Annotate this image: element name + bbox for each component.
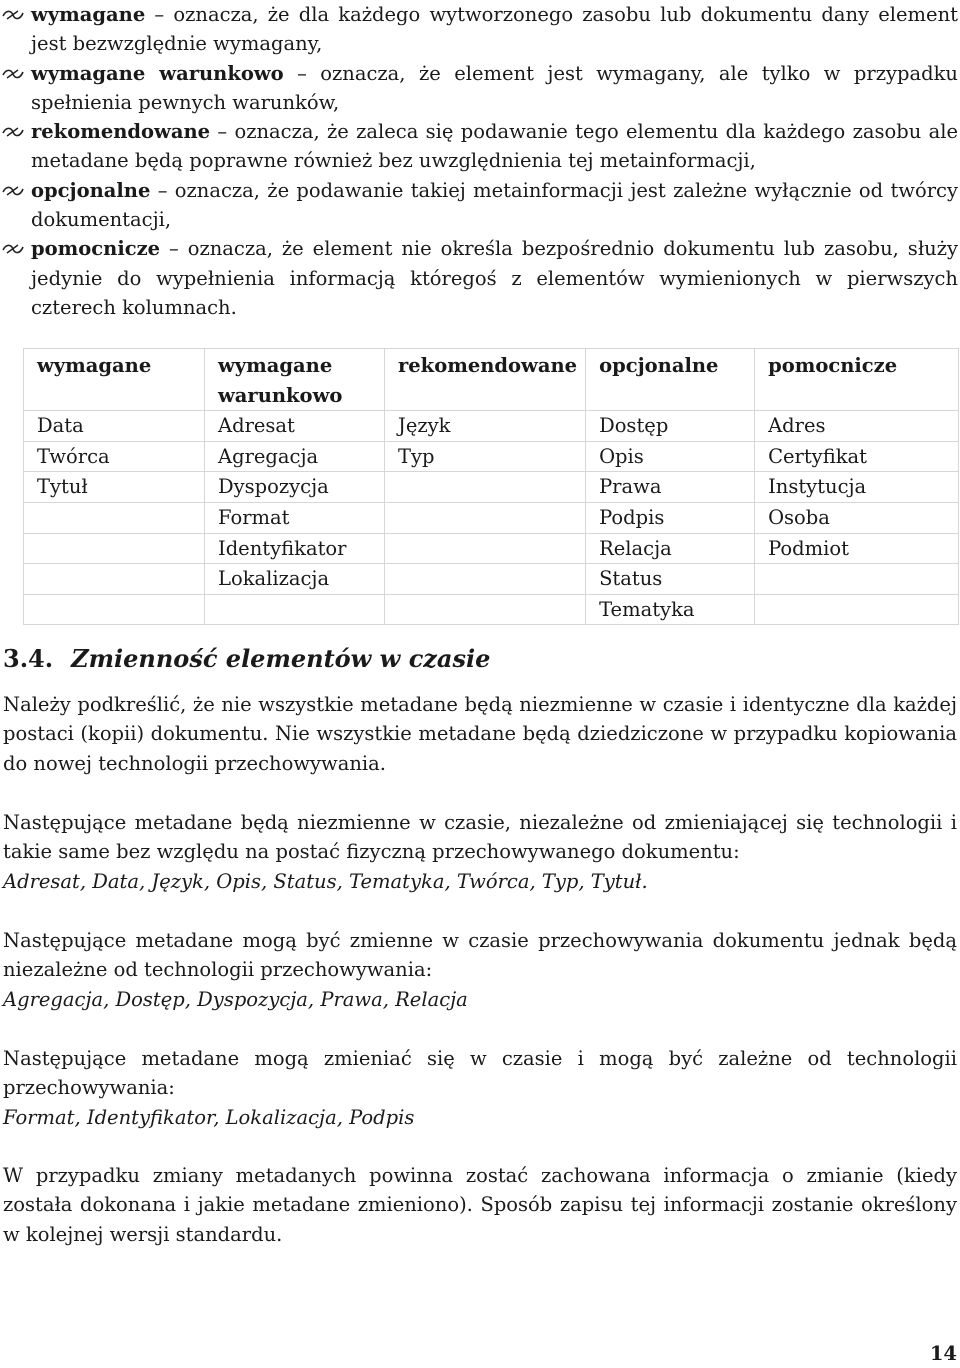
paragraph-text: Następujące metadane mogą być zmienne w czasie przechowywania dokumentu jednak będą niezależne od technologii przechowywania: (3, 929, 957, 982)
table-row (24, 441, 959, 472)
table-cell (755, 564, 959, 595)
paragraph-text: Następujące metadane będą niezmienne w czasie, niezależne od zmieniającej się technologii i takie same bez względu na postać fizyczną przechowywanego dokumentu: (3, 811, 957, 864)
table-cell: Typ (385, 441, 586, 472)
paragraph-text: W przypadku zmiany metadanych powinna zostać zachowana informacja o zmianie (kiedy została dokonana i jakie metadane zmieniono). Sposób zapisu tej informacji zostanie określony w kolejnej wersji standardu. (3, 1164, 957, 1246)
bullet-icon (0, 117, 28, 146)
bullet-text: – oznacza, że zaleca się podawanie tego elementu dla każdego zasobu ale metadane będą poprawne również bez uwzględnienia tej metainformacji, (31, 120, 958, 173)
section-heading (3, 644, 490, 673)
column-header: wymagane warunkowo (205, 349, 385, 411)
table-cell: Opis (586, 441, 755, 472)
page-number: 14 (929, 1342, 957, 1365)
table-cell: Agregacja (205, 441, 385, 472)
paragraph-text: Należy podkreślić, że nie wszystkie metadane będą niezmienne w czasie i identyczne dla każdej postaci (kopii) dokumentu. Nie wszystkie metadane będą dziedziczone w przypadku kopiowania do nowej technologii przechowywania. (3, 693, 957, 775)
table-cell (24, 564, 205, 595)
list-item (0, 117, 958, 176)
table-row (24, 502, 959, 533)
table-cell: Język (385, 411, 586, 442)
bullet-text: – oznacza, że dla każdego wytworzonego zasobu lub dokumentu dany element jest bezwzględnie wymagany, (31, 3, 958, 56)
table-cell: Data (24, 411, 205, 442)
table-cell (24, 533, 205, 564)
table-cell (385, 594, 586, 625)
bullet-term: wymagane (31, 3, 146, 26)
bullet-term: opcjonalne (31, 178, 151, 202)
column-header: opcjonalne (586, 349, 755, 411)
section-number: 3.4. (3, 644, 54, 673)
bullet-icon (0, 0, 28, 29)
table-row (24, 533, 959, 564)
list-item (0, 59, 958, 118)
paragraph (3, 1044, 957, 1132)
table-cell: Tematyka (586, 594, 755, 625)
table-row (24, 411, 959, 442)
table-cell: Dostęp (586, 411, 755, 442)
table-cell: Adres (755, 411, 959, 442)
table-cell: Relacja (586, 533, 755, 564)
table-cell (385, 502, 586, 533)
table-cell: Instytucja (755, 472, 959, 503)
table-cell: Osoba (755, 502, 959, 533)
table-cell: Status (586, 564, 755, 595)
table-cell: Identyfikator (205, 533, 385, 564)
metadata-table (23, 348, 959, 625)
section-title: Zmienność elementów w czasie (71, 644, 491, 673)
table-cell: Twórca (24, 441, 205, 472)
column-header: rekomendowane (385, 349, 586, 411)
metadata-list: Adresat, Data, Język, Opis, Status, Tematyka, Twórca, Typ, Tytuł. (3, 869, 648, 893)
paragraph-text: Następujące metadane mogą zmieniać się w czasie i mogą być zależne od technologii przechowywania: (3, 1047, 957, 1100)
table-cell: Adresat (205, 411, 385, 442)
bullet-term: rekomendowane (31, 120, 211, 144)
bullet-term: wymagane warunkowo (31, 61, 284, 85)
table-cell (755, 594, 959, 625)
list-item (0, 0, 958, 59)
bullet-text: – oznacza, że podawanie takiej metainformacji jest zależne wyłącznie od twórcy dokumentacji, (31, 178, 958, 232)
bullet-text: – oznacza, że element nie określa bezpośrednio dokumentu lub zasobu, służy jedynie do wypełnienia informacją któregoś z elementów wymienionych w pierwszych czterech kolumnach. (31, 237, 958, 319)
table-cell: Podmiot (755, 533, 959, 564)
paragraph (3, 808, 957, 896)
table-cell (24, 502, 205, 533)
table-cell: Format (205, 502, 385, 533)
table-row (24, 564, 959, 595)
list-item (0, 176, 958, 235)
bullet-text: – oznacza, że element jest wymagany, ale tylko w przypadku spełnienia pewnych warunków, (31, 61, 958, 114)
paragraph (3, 690, 957, 778)
table-cell: Prawa (586, 472, 755, 503)
metadata-list: Agregacja, Dostęp, Dyspozycja, Prawa, Relacja (3, 987, 468, 1011)
bullet-term: pomocnicze (31, 237, 161, 261)
table-row (24, 594, 959, 625)
table-cell: Dyspozycja (205, 472, 385, 503)
paragraph (3, 1161, 957, 1249)
table-cell: Certyfikat (755, 441, 959, 472)
table-cell: Tytuł (24, 472, 205, 503)
table-cell: Podpis (586, 502, 755, 533)
table-cell (205, 594, 385, 625)
bullet-icon (0, 59, 28, 88)
column-header: wymagane (24, 349, 205, 411)
table-cell: Lokalizacja (205, 564, 385, 595)
priority-legend-list (0, 0, 958, 322)
table-cell (24, 594, 205, 625)
table-row (24, 472, 959, 503)
table-header-row (24, 349, 959, 411)
table-cell (385, 472, 586, 503)
table-cell (385, 564, 586, 595)
table-cell (385, 533, 586, 564)
list-item (0, 234, 958, 322)
column-header: pomocnicze (755, 349, 959, 411)
bullet-icon (0, 176, 28, 205)
paragraph (3, 926, 957, 1014)
metadata-list: Format, Identyfikator, Lokalizacja, Podpis (3, 1105, 415, 1129)
bullet-icon (0, 234, 28, 263)
